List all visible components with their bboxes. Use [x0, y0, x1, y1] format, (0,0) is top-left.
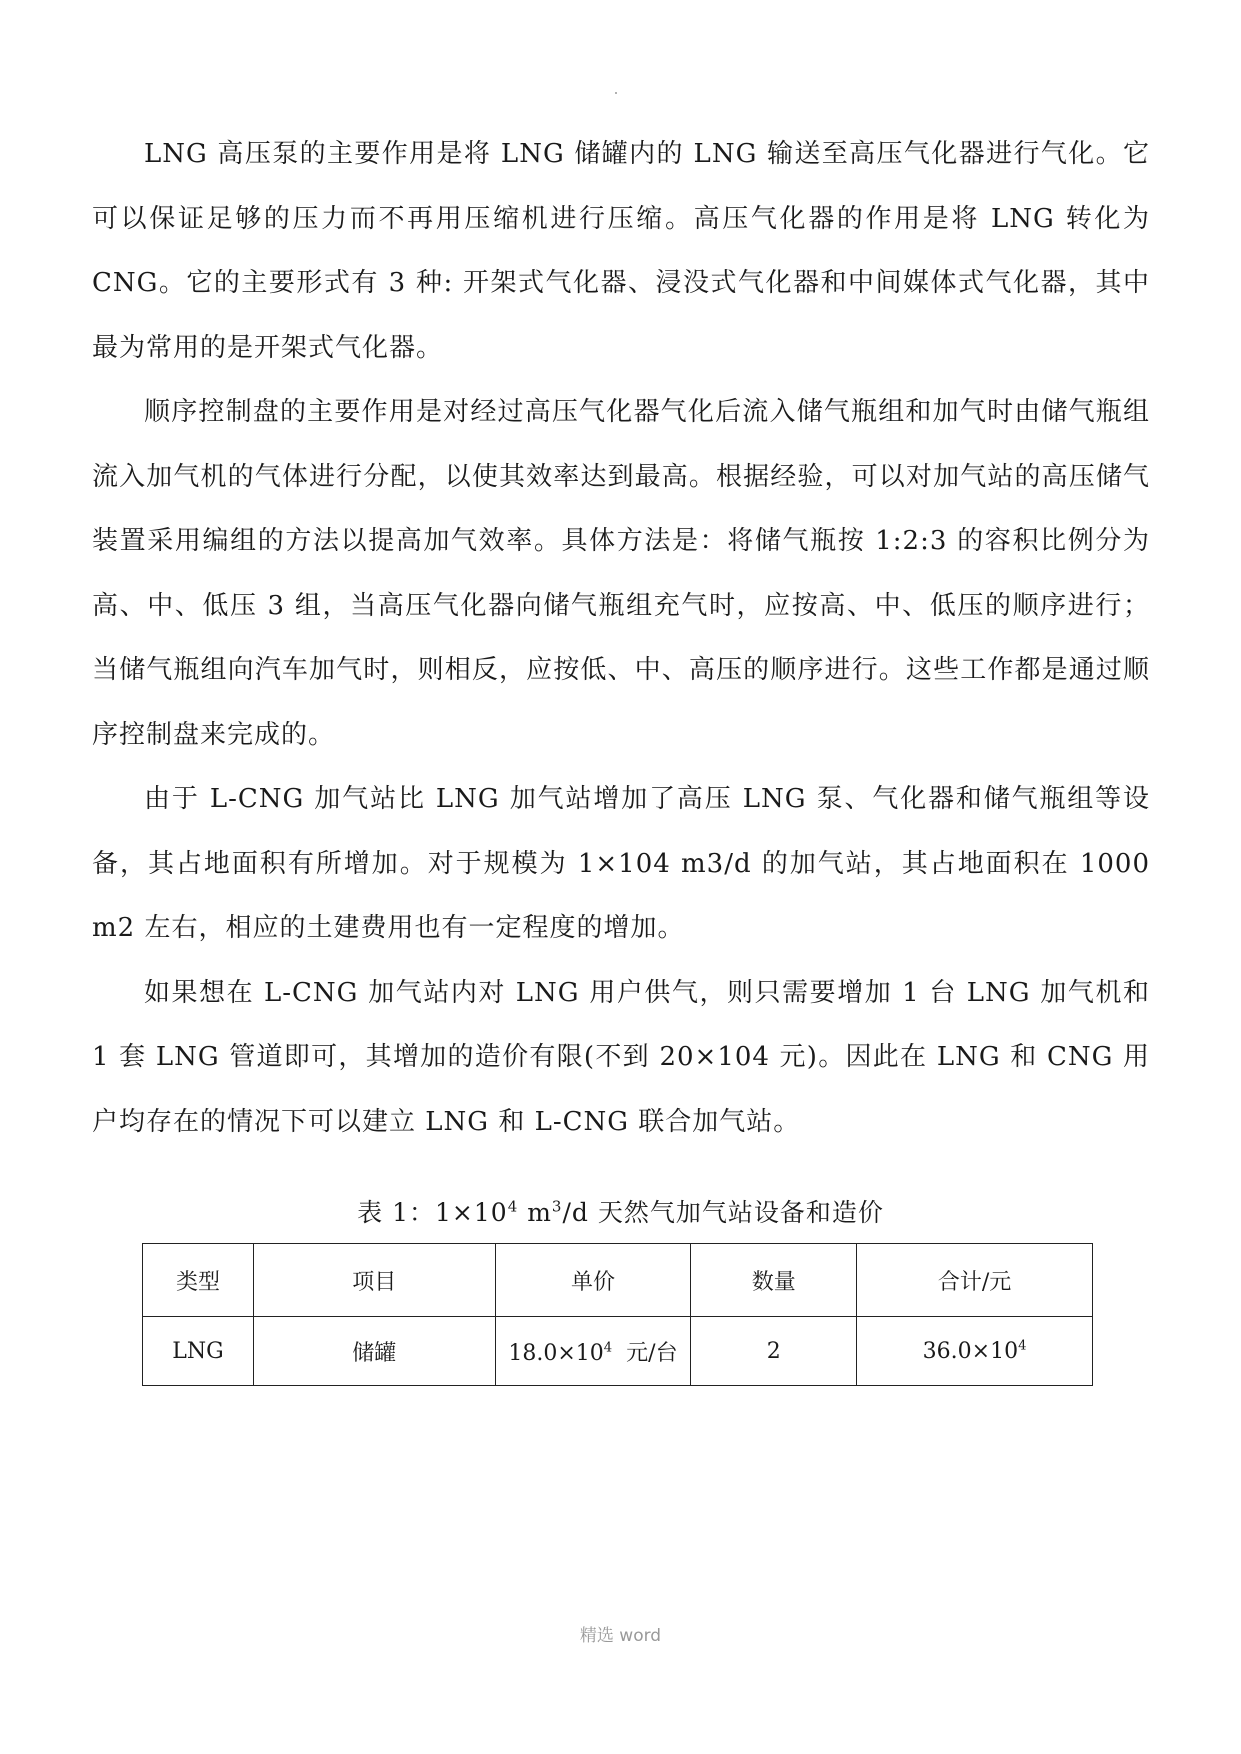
header-type: 类型: [143, 1244, 254, 1317]
total-sup: 4: [1018, 1338, 1027, 1354]
header-quantity: 数量: [691, 1244, 857, 1317]
page-dot: [615, 92, 617, 94]
table-caption: [0, 1193, 1241, 1229]
page-footer: 精选 word: [579, 1626, 662, 1646]
cell-unit-price: [495, 1317, 691, 1386]
header-item: 项目: [253, 1244, 495, 1317]
caption-part: 表 1：1×10: [357, 1198, 508, 1227]
price-sup: 4: [603, 1340, 613, 1356]
price-unit: 元/台: [612, 1340, 678, 1366]
total-part: 36.0×10: [922, 1338, 1019, 1364]
cell-total: [857, 1317, 1093, 1386]
caption-sup: 4: [507, 1197, 519, 1216]
cell-quantity: 2: [691, 1317, 857, 1386]
paragraph-3: 由于 L-CNG 加气站比 LNG 加气站增加了高压 LNG 泵、气化器和储气瓶组等设备，其占地面积有所增加。对于规模为 1×104 m3/d 的加气站，其占地面积在 1000 m2 左右，相应的土建费用也有一定程度的增加。: [92, 784, 1150, 943]
document-body: [92, 122, 1150, 1154]
table-header-row: [143, 1244, 1093, 1317]
caption-sup: 3: [551, 1197, 563, 1216]
paragraph-1: LNG 高压泵的主要作用是将 LNG 储罐内的 LNG 输送至高压气化器进行气化。它可以保证足够的压力而不再用压缩机进行压缩。高压气化器的作用是将 LNG 转化为 CNG。它的主要形式有 3 种: 开架式气化器、浸没式气化器和中间媒体式气化器，其中最为常用的是开架式气化器。: [92, 139, 1150, 363]
header-unit-price: 单价: [495, 1244, 691, 1317]
caption-part: /d 天然气加气站设备和造价: [562, 1198, 884, 1227]
cell-type: LNG: [143, 1317, 254, 1386]
paragraph-2: 顺序控制盘的主要作用是对经过高压气化器气化后流入储气瓶组和加气时由储气瓶组流入加气机的气体进行分配，以使其效率达到最高。根据经验，可以对加气站的高压储气装置采用编组的方法以提高加气效率。具体方法是：将储气瓶按 1:2:3 的容积比例分为高、中、低压 3 组，当高压气化器向储气瓶组充气时，应按高、中、低压的顺序进行；当储气瓶组向汽车加气时，则相反，应按低、中、高压的顺序进行。这些工作都是通过顺序控制盘来完成的。: [92, 397, 1150, 750]
table-row: [143, 1317, 1093, 1386]
paragraph-4: 如果想在 L-CNG 加气站内对 LNG 用户供气，则只需要增加 1 台 LNG 加气机和 1 套 LNG 管道即可，其增加的造价有限(不到 20×104 元)。因此在 LNG 和 CNG 用户均存在的情况下可以建立 LNG 和 L-CNG 联合加气站。: [92, 977, 1150, 1137]
equipment-cost-table: [142, 1243, 1093, 1386]
header-total: 合计/元: [857, 1244, 1093, 1317]
caption-part: m: [518, 1198, 552, 1227]
price-part: 18.0×10: [508, 1340, 604, 1366]
cell-item: 储罐: [253, 1317, 495, 1386]
